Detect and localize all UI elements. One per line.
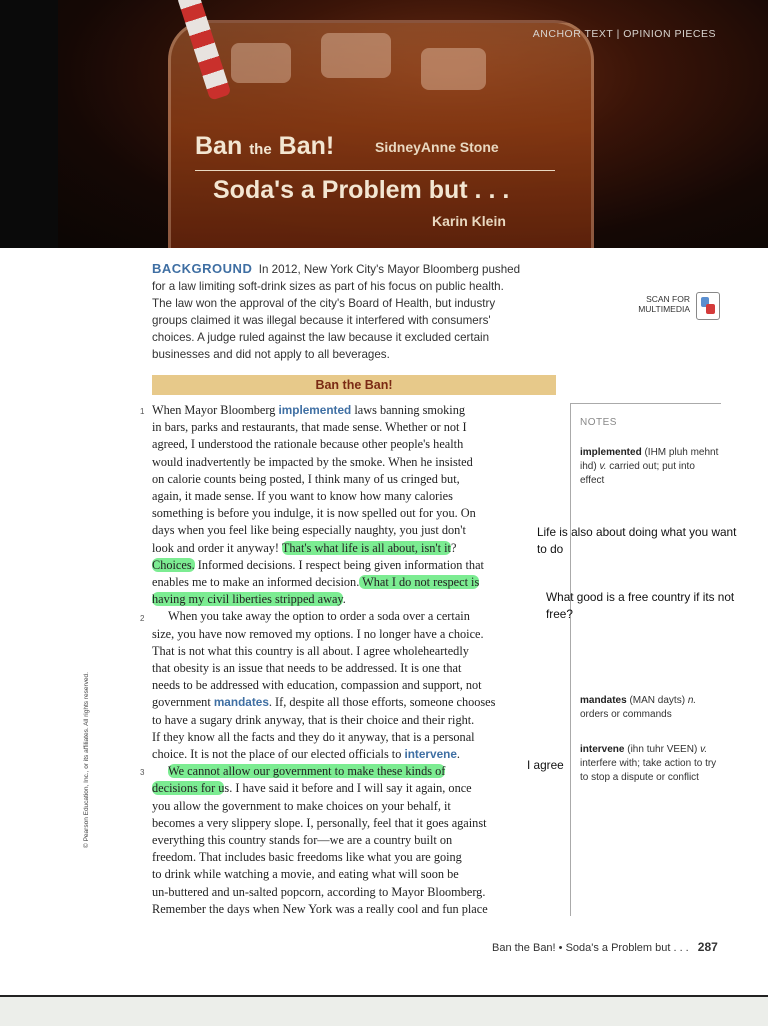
highlight: Choices. (152, 557, 195, 572)
body-line: days when you feel like being especially naughty, you just don't (152, 523, 466, 538)
body-line: look and order it anyway! That's what life is all about, isn't it? (152, 540, 457, 555)
annotation-free-country: What good is a free country if its not free? (546, 590, 735, 621)
note-intervene: intervene (ihn tuhr VEEN) v. interfere with; take action to try to stop a dispute or conflict (580, 744, 717, 783)
background-line: choices. A judge ruled against the law because it excluded certain (152, 331, 490, 344)
body-line: becomes a very slippery slope. I, personally, feel that it goes against (152, 815, 487, 830)
vocab-word-intervene: intervene (404, 747, 457, 762)
vocab-word-implemented: implemented (278, 403, 352, 417)
body-line: Choices. Informed decisions. I respect being given information that (152, 557, 484, 572)
background-line: groups claimed it was illegal because it interfered with consumers' (152, 314, 491, 327)
body-line: If they know all the facts and they do it anyway, that is a personal (152, 729, 475, 744)
body-line: in bars, parks and restaurants, that made sense. Whether or not I (152, 420, 467, 435)
background-section (152, 260, 562, 363)
body-line: choice. It is not the place of our elected officials to intervene. (152, 747, 460, 762)
paragraph-number: 3 (140, 768, 145, 777)
title-word: Ban (195, 132, 243, 160)
highlight: That's what life is all about, isn't it (281, 540, 451, 555)
body-line: again, it made sense. If you want to know how many calories (152, 489, 453, 504)
body-line: size, you have now removed my options. I no longer have a choice. (152, 626, 484, 641)
paragraph-number: 2 (140, 614, 145, 623)
page-number: 287 (697, 940, 718, 954)
highlight: decisions for u (152, 781, 225, 796)
body-line: everything this country stands for—we are a country built on (152, 833, 453, 848)
body-line: When you take away the option to order a soda over a certain (168, 609, 470, 624)
author-klein: Karin Klein (432, 213, 506, 229)
body-line: that obesity is an issue that needs to be addressed. It is one that (152, 661, 462, 676)
notes-title: NOTES (580, 417, 617, 428)
title-divider (195, 170, 555, 171)
background-label: BACKGROUND (152, 261, 253, 276)
anchor-text-label: ANCHOR TEXT | OPINION PIECES (532, 28, 716, 40)
body-line: needs to be addressed with education, compassion and support, not (152, 678, 482, 693)
background-line: The law won the approval of the city's Board of Health, but industry (152, 297, 496, 310)
ice-cube (321, 33, 391, 78)
section-title: Ban the Ban! (152, 375, 556, 395)
vocab-word-mandates: mandates (213, 695, 269, 710)
title-word: the (249, 141, 272, 158)
copyright-notice: © Pearson Education, Inc., or its affiliates. All rights reserved. (83, 672, 90, 848)
left-margin-dark (0, 0, 58, 248)
annotation-life-is-also: Life is also about doing what you want to do (537, 525, 737, 556)
note-implemented: implemented (IHM pluh mehnt ihd) v. carried out; put into effect (580, 447, 719, 486)
background-line: for a law limiting soft-drink sizes as part of his focus on public health. (152, 280, 504, 293)
body-line: on calorie counts being posted, I think many of us cringed but, (152, 471, 460, 486)
background-line: businesses and did not apply to all beverages. (152, 348, 390, 361)
body-line: would inadvertently be impacted by the smoke. When he insisted (152, 454, 473, 469)
highlight: having my civil liberties stripped away (152, 592, 343, 607)
body-line: to drink while watching a movie, and eating what will soon be (152, 867, 459, 882)
highlight: We cannot allow our government to make these kinds of (168, 764, 446, 779)
body-line: agreed, I understood the rationale because other people's health (152, 437, 464, 452)
body-line: decisions for us. I have said it before and I will say it again, once (152, 781, 472, 796)
body-line: government mandates. If, despite all those efforts, someone chooses (152, 695, 496, 710)
author-stone: SidneyAnne Stone (375, 139, 499, 155)
ice-cube (231, 43, 291, 83)
body-line: un-buttered and un-salted popcorn, according to Mayor Bloomberg. (152, 884, 486, 899)
background-line: In 2012, New York City's Mayor Bloomberg pushed (258, 263, 521, 276)
title-sodas-a-problem: Soda's a Problem but . . . (213, 176, 510, 204)
annotation-i-agree: I agree (527, 758, 564, 772)
body-line: having my civil liberties stripped away. (152, 592, 346, 607)
footer-title: Ban the Ban! • Soda's a Problem but . . . (492, 942, 689, 954)
note-mandates: mandates (MAN dayts) n. orders or commands (580, 695, 697, 720)
bottom-edge (0, 995, 768, 1026)
body-line: That is not what this country is all about. I agree wholeheartedly (152, 643, 469, 658)
body-line: freedom. That includes basic freedoms like what you are going (152, 850, 462, 865)
highlight: What I do not respect is (359, 575, 480, 590)
body-line: enables me to make an informed decision. What I do not respect is (152, 575, 480, 590)
body-line: you allow the government to make choices on your behalf, it (152, 798, 451, 813)
scan-for-multimedia-label: SCAN FOR MULTIMEDIA (638, 294, 690, 314)
title-ban-the-ban (195, 132, 334, 161)
body-line: Remember the days when New York was a really cool and fun place (152, 901, 488, 916)
paragraph-number: 1 (140, 407, 145, 416)
body-line: something is before you indulge, it is now spelled out for you. On (152, 506, 476, 521)
body-line: to have a sugary drink anyway, that is their choice and their right. (152, 712, 475, 727)
ice-cube (421, 48, 486, 90)
page-footer (492, 940, 718, 954)
article-body (152, 402, 567, 918)
title-word: Ban! (278, 132, 335, 160)
multimedia-icon (696, 292, 720, 320)
body-line: When Mayor Bloomberg implemented laws banning smoking (152, 403, 465, 417)
body-line (152, 763, 567, 780)
